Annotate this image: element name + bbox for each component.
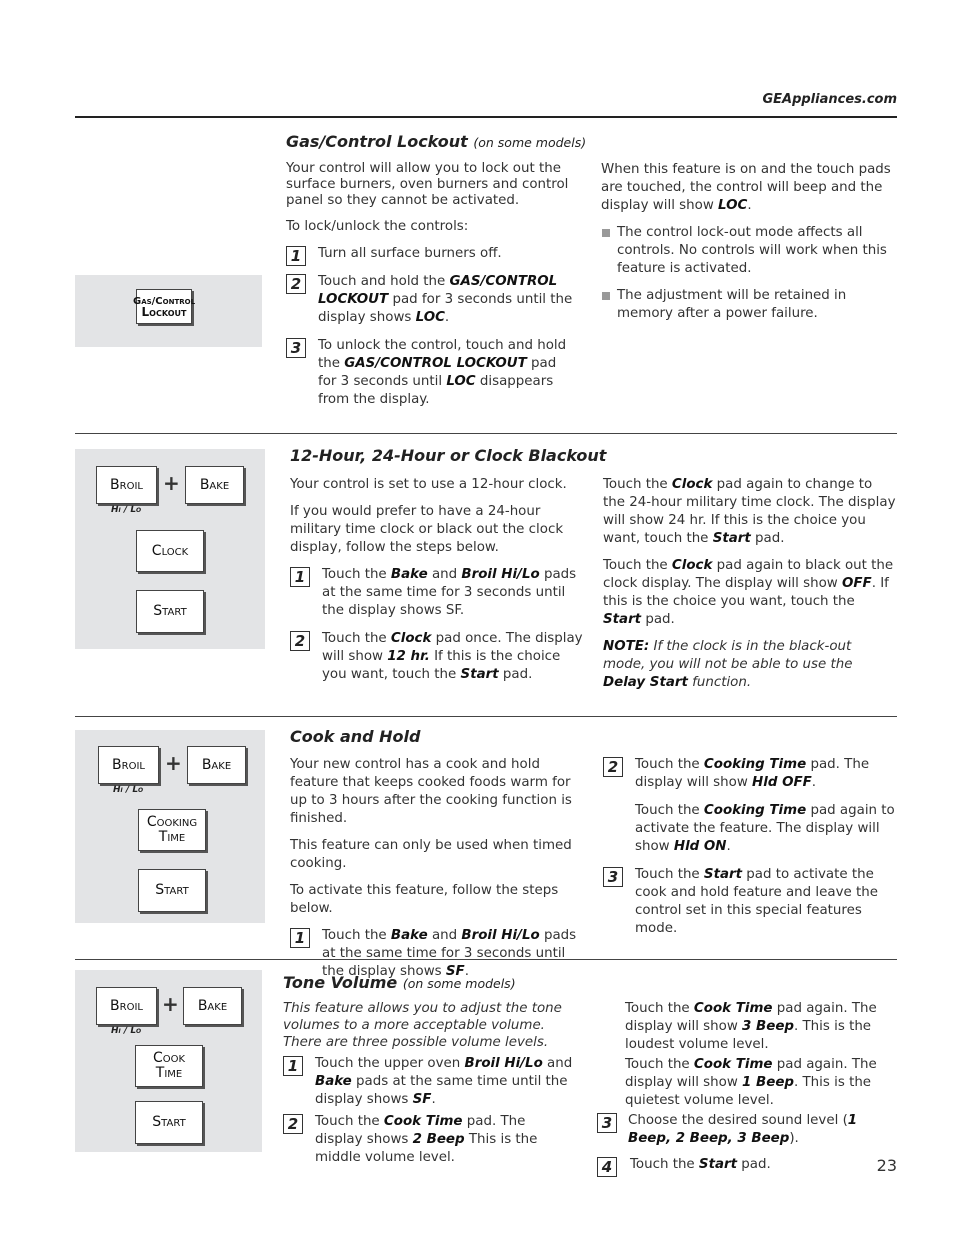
step-number: 2 <box>603 757 623 777</box>
step-2 <box>290 630 586 684</box>
emphasis: LOC <box>415 310 445 325</box>
bake-pad[interactable]: Bake <box>185 466 244 504</box>
step-number: 2 <box>286 274 306 294</box>
step-3 <box>597 1112 897 1148</box>
step-text: pad for 3 seconds until <box>318 356 557 389</box>
tone-left-column <box>283 1000 573 1177</box>
plus-sign: + <box>165 751 182 775</box>
bullet-item: The adjustment will be retained in memory after a power failure. <box>601 287 897 323</box>
step-number: 4 <box>597 1157 617 1177</box>
cook-time-pad[interactable] <box>135 1045 203 1087</box>
text: Touch the <box>322 928 391 943</box>
section-divider <box>75 433 897 434</box>
step-number: 2 <box>290 631 310 651</box>
emphasis: 1 Beep <box>742 1075 794 1090</box>
emphasis: 3 Beep <box>742 1019 794 1034</box>
text: pad again to change to the 24-hour military time clock. The display will show 24 hr. If this is the choice you want, touch the <box>603 477 896 546</box>
text: Touch the <box>630 1157 699 1172</box>
text: pad. The display will show <box>635 757 870 790</box>
text: . <box>726 839 731 854</box>
emphasis: GAS/CONTROL LOCKOUT <box>318 274 558 307</box>
cook-hold-keypad-panel <box>75 730 265 923</box>
emphasis: Cook Time <box>693 1001 773 1016</box>
plus-sign: + <box>162 992 179 1016</box>
text: pad. <box>737 1157 771 1172</box>
clock-pad[interactable]: Clock <box>136 530 204 572</box>
tone-right-column <box>597 1000 897 1184</box>
start-pad[interactable]: Start <box>135 1101 203 1144</box>
cook-hold-title: Cook and Hold <box>290 727 421 746</box>
step-2 <box>283 1113 573 1167</box>
emphasis: Clock <box>390 631 432 646</box>
section-subtitle: (on some models) <box>402 976 516 991</box>
text: Touch the <box>625 1057 694 1072</box>
text: . <box>431 1092 436 1107</box>
text: Touch the upper oven <box>315 1056 465 1071</box>
text: and <box>427 567 462 582</box>
bake-pad[interactable]: Bake <box>187 746 246 784</box>
right-text <box>601 161 897 215</box>
text: Touch the <box>315 1114 384 1129</box>
text: pad again to black out the clock display. The display will show <box>603 558 894 591</box>
text: pad. <box>498 667 533 682</box>
section-divider <box>75 959 897 960</box>
text: . This is the loudest volume level. <box>625 1019 872 1052</box>
emphasis: LOC <box>446 374 476 389</box>
text: pad again. The display will show <box>625 1057 877 1090</box>
pad-label-line2: Lockout <box>141 304 187 319</box>
step-text: Turn all surface burners off. <box>318 246 502 261</box>
text: pad to activate the cook and hold feature and leave the control set in this special features mode. <box>635 867 878 936</box>
start-pad[interactable]: Start <box>136 590 204 633</box>
step-text: pad for 3 seconds until the display shows <box>318 292 573 325</box>
section-subtitle: (on some models) <box>473 135 587 150</box>
step-number: 3 <box>597 1113 617 1133</box>
paragraph: If you would prefer to have a 24-hour military time clock or black out the clock display, follow the steps below. <box>290 504 564 555</box>
bake-pad[interactable]: Bake <box>183 987 242 1025</box>
paragraph: Your control is set to use a 12-hour clock. <box>290 477 567 492</box>
emphasis: Clock <box>671 477 713 492</box>
paragraph <box>597 1000 897 1054</box>
hi-lo-label: Hi / Lo <box>113 785 144 795</box>
step-2 <box>286 273 576 327</box>
emphasis: Delay Start <box>603 675 688 690</box>
emphasis: Clock <box>671 558 713 573</box>
emphasis: Hld OFF <box>752 775 812 790</box>
section-title-text: Tone Volume <box>283 973 398 992</box>
note-label: NOTE: <box>603 639 650 654</box>
emphasis: Bake <box>390 928 428 943</box>
emphasis: 2 Beep <box>412 1132 465 1147</box>
paragraph <box>603 557 897 629</box>
text: pad. <box>750 531 785 546</box>
emphasis: Start <box>603 612 642 627</box>
text: Touch the <box>322 567 391 582</box>
step-2-continued <box>603 802 897 856</box>
step-text: To unlock the control, touch and hold the <box>318 338 567 371</box>
text: . <box>464 964 469 979</box>
intro-text: Your control will allow you to lock out the surface burners, oven burners and control panel so they cannot be activated. <box>286 161 569 208</box>
clock-right-column <box>603 476 897 701</box>
text: This is the middle volume level. <box>315 1132 538 1165</box>
lead-text: To lock/unlock the controls: <box>286 219 469 234</box>
emphasis: Cooking Time <box>703 757 807 772</box>
text: pads at the same time for 3 seconds until the display shows <box>322 928 577 979</box>
text: Touch the <box>603 558 672 573</box>
text: pads at the same time until the display shows <box>315 1074 568 1107</box>
emphasis: SF <box>445 964 465 979</box>
text: pad once. The display will show <box>322 631 583 664</box>
text: . This is the quietest volume level. <box>625 1075 872 1108</box>
emphasis: Cook Time <box>383 1114 463 1129</box>
text: and <box>427 928 462 943</box>
step-number: 2 <box>283 1114 303 1134</box>
clock-left-column <box>290 476 586 694</box>
cooking-time-pad[interactable] <box>138 809 206 851</box>
tone-keypad-panel <box>75 970 262 1152</box>
step-number: 1 <box>283 1056 303 1076</box>
text: ). <box>789 1131 799 1146</box>
text: . <box>747 198 752 213</box>
emphasis: OFF <box>842 576 872 591</box>
pad-label-line2: Time <box>158 829 186 845</box>
intro-text: This feature allows you to adjust the tone volumes to a more acceptable volume. There are three possible volume levels. <box>283 1001 562 1050</box>
emphasis: Broil Hi/Lo <box>464 1056 543 1071</box>
emphasis: Hld ON <box>673 839 727 854</box>
emphasis: LOC <box>718 198 748 213</box>
step-1 <box>290 566 586 620</box>
step-2 <box>603 756 897 792</box>
step-3 <box>286 337 576 409</box>
text: If the clock is in the black-out mode, you will not be able to use the <box>603 639 853 672</box>
text: Choose the desired sound level ( <box>628 1113 848 1128</box>
emphasis: Start <box>698 1157 738 1172</box>
emphasis: Broil Hi/Lo <box>461 928 540 943</box>
note <box>603 638 897 692</box>
emphasis: Broil Hi/Lo <box>461 567 540 582</box>
hi-lo-label: Hi / Lo <box>111 1026 142 1036</box>
step-3 <box>603 866 897 938</box>
text: function. <box>687 675 752 690</box>
text: pads at the same time for 3 seconds until the display shows SF. <box>322 567 577 618</box>
text: pad again. The display will show <box>625 1001 877 1034</box>
step-text: . <box>444 310 450 325</box>
paragraph: This feature can only be used when timed cooking. <box>290 838 572 871</box>
emphasis: GAS/CONTROL LOCKOUT <box>344 356 527 371</box>
broil-pad[interactable]: Broil <box>96 466 157 504</box>
paragraph <box>597 1056 897 1110</box>
text: Touch the <box>635 803 704 818</box>
text: . If this is the choice you want, touch the <box>603 576 889 609</box>
pad-label-line1: Cooking <box>146 814 198 830</box>
gas-lockout-title <box>286 132 586 151</box>
text: If this is the choice you want, touch the <box>322 649 561 682</box>
text: Touch the <box>635 867 704 882</box>
text: Touch the <box>625 1001 694 1016</box>
clock-keypad-panel <box>75 449 265 649</box>
tone-title <box>283 973 516 992</box>
emphasis: Bake <box>390 567 428 582</box>
text: pad again to activate the feature. The display will show <box>635 803 895 854</box>
step-text: disappears from the display. <box>318 374 554 407</box>
lockout-keypad-panel <box>75 275 262 347</box>
step-number: 1 <box>290 567 310 587</box>
emphasis: SF <box>412 1092 432 1107</box>
emphasis: Start <box>460 667 499 682</box>
plus-sign: + <box>163 471 180 495</box>
emphasis: Start <box>712 531 751 546</box>
site-url: GEAppliances.com <box>762 92 897 107</box>
step-number: 3 <box>603 867 623 887</box>
clock-title: 12-Hour, 24-Hour or Clock Blackout <box>290 446 607 465</box>
paragraph <box>603 476 897 548</box>
emphasis: Cooking Time <box>703 803 807 818</box>
header-rule <box>75 116 897 118</box>
section-title-text: Gas/Control Lockout <box>286 132 468 151</box>
section-divider <box>75 716 897 717</box>
emphasis: 1 Beep, 2 Beep, 3 Beep <box>628 1113 858 1146</box>
emphasis: Cook Time <box>693 1057 773 1072</box>
step-number: 1 <box>286 246 306 266</box>
text: Touch the <box>322 631 391 646</box>
start-pad[interactable]: Start <box>138 869 206 912</box>
text: Touch the <box>603 477 672 492</box>
text: . <box>811 775 817 790</box>
cook-hold-right-column <box>603 756 897 948</box>
text: When this feature is on and the touch pads are touched, the control will beep and the display will show <box>601 162 891 213</box>
broil-pad[interactable]: Broil <box>98 746 159 784</box>
emphasis: Bake <box>315 1074 352 1089</box>
text: Touch the <box>635 757 704 772</box>
cook-hold-left-column <box>290 756 586 991</box>
emphasis: 12 hr. <box>387 649 430 664</box>
hi-lo-label: Hi / Lo <box>111 505 142 515</box>
bullet-item: The control lock-out mode affects all controls. No controls will work when this feature is activated. <box>601 224 897 278</box>
gas-control-lockout-pad[interactable] <box>132 289 196 324</box>
pad-label-line2: Time <box>155 1065 183 1081</box>
step-4 <box>597 1156 897 1174</box>
step-1 <box>286 245 576 263</box>
paragraph: Your new control has a cook and hold feature that keeps cooked foods warm for up to 3 hours after the cooking function is finished. <box>290 757 572 826</box>
text: pad. The display shows <box>315 1114 526 1147</box>
step-number: 3 <box>286 338 306 358</box>
text: and <box>542 1056 573 1071</box>
gas-lockout-left-column <box>286 161 576 419</box>
text: pad. <box>641 612 675 627</box>
pad-label-line1: Cook <box>152 1050 186 1066</box>
broil-pad[interactable]: Broil <box>96 987 157 1025</box>
pad-label-line1: Gas/Control <box>132 295 196 307</box>
paragraph: To activate this feature, follow the steps below. <box>290 883 559 916</box>
page-number: 23 <box>876 1156 897 1175</box>
step-text: Touch and hold the <box>318 274 450 289</box>
step-1 <box>283 1055 573 1109</box>
step-number: 1 <box>290 928 310 948</box>
gas-lockout-right-column <box>601 161 897 332</box>
emphasis: Start <box>703 867 743 882</box>
